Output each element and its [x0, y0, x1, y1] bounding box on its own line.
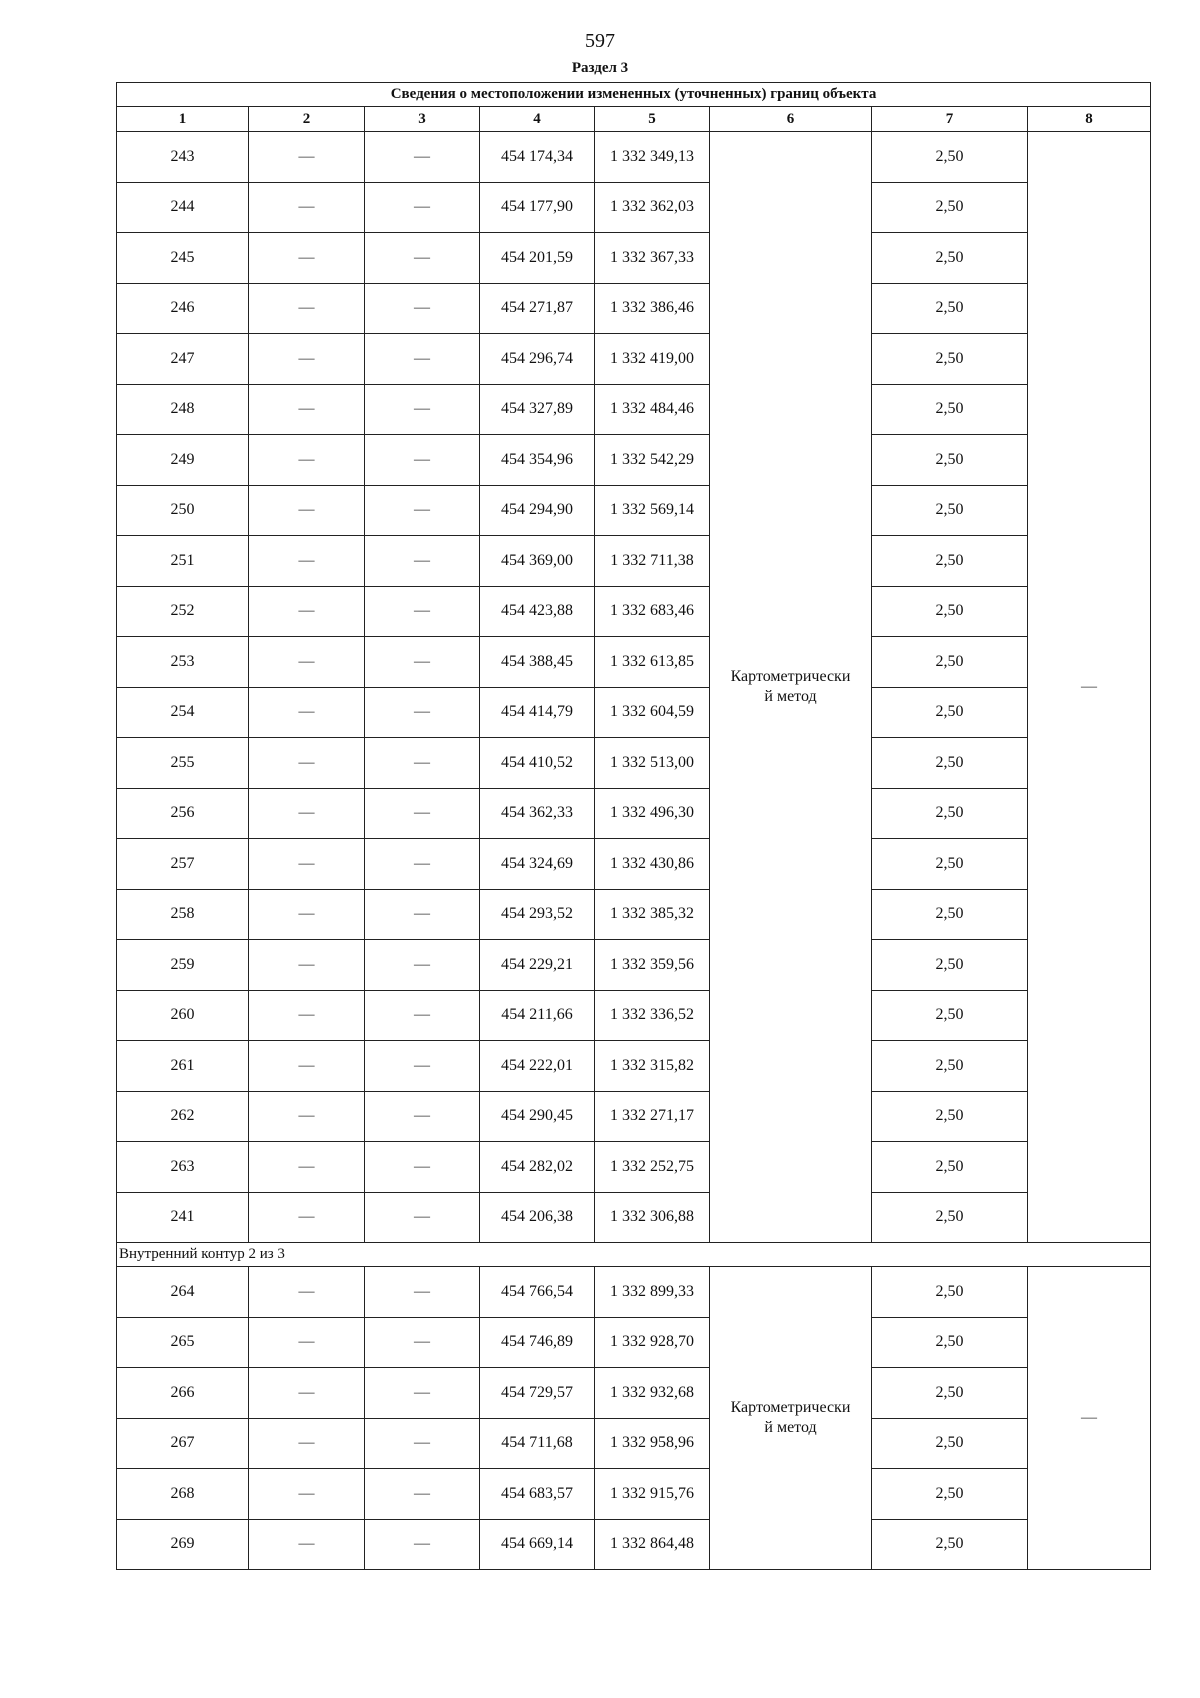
table-row — [117, 1469, 1151, 1520]
col2-dash: — — [249, 536, 365, 587]
table-row — [117, 1418, 1151, 1469]
coord-y: 1 332 367,33 — [595, 233, 710, 284]
method-line2: й метод — [764, 1419, 817, 1436]
accuracy-value: 2,50 — [872, 839, 1028, 890]
col3-dash: — — [365, 334, 480, 385]
table-row — [117, 334, 1151, 385]
accuracy-value: 2,50 — [872, 1519, 1028, 1570]
point-number: 243 — [117, 132, 249, 183]
table-row — [117, 182, 1151, 233]
table-row — [117, 435, 1151, 486]
accuracy-value: 2,50 — [872, 233, 1028, 284]
coordinates-table — [116, 82, 1151, 1570]
table-row — [117, 788, 1151, 839]
point-number: 269 — [117, 1519, 249, 1570]
col2-dash: — — [249, 233, 365, 284]
col2-dash: — — [249, 1041, 365, 1092]
accuracy-value: 2,50 — [872, 1091, 1028, 1142]
method-line2: й метод — [764, 688, 817, 705]
accuracy-value: 2,50 — [872, 1267, 1028, 1318]
table-header-row — [117, 107, 1151, 132]
col2-dash: — — [249, 334, 365, 385]
table-row — [117, 738, 1151, 789]
coord-x: 454 271,87 — [480, 283, 595, 334]
accuracy-value: 2,50 — [872, 1317, 1028, 1368]
col2-dash: — — [249, 738, 365, 789]
col3-dash: — — [365, 485, 480, 536]
point-number: 253 — [117, 637, 249, 688]
table-row — [117, 637, 1151, 688]
coord-y: 1 332 683,46 — [595, 586, 710, 637]
col2-dash: — — [249, 182, 365, 233]
table-row — [117, 1317, 1151, 1368]
col3-dash: — — [365, 788, 480, 839]
coord-x: 454 388,45 — [480, 637, 595, 688]
coord-y: 1 332 315,82 — [595, 1041, 710, 1092]
col2-dash: — — [249, 889, 365, 940]
accuracy-value: 2,50 — [872, 940, 1028, 991]
column-header: 5 — [595, 107, 710, 132]
col3-dash: — — [365, 687, 480, 738]
column-header: 6 — [710, 107, 872, 132]
col3-dash: — — [365, 1267, 480, 1318]
column-header: 2 — [249, 107, 365, 132]
coord-x: 454 211,66 — [480, 990, 595, 1041]
contour-label: Внутренний контур 2 из 3 — [117, 1243, 1151, 1267]
table-row — [117, 687, 1151, 738]
coord-y: 1 332 419,00 — [595, 334, 710, 385]
coord-x: 454 369,00 — [480, 536, 595, 587]
coord-x: 454 174,34 — [480, 132, 595, 183]
point-number: 262 — [117, 1091, 249, 1142]
col3-dash: — — [365, 586, 480, 637]
point-number: 267 — [117, 1418, 249, 1469]
table-row — [117, 940, 1151, 991]
point-number: 264 — [117, 1267, 249, 1318]
table-caption: Сведения о местоположении измененных (уточненных) границ объекта — [117, 83, 1151, 107]
point-number: 247 — [117, 334, 249, 385]
coord-y: 1 332 711,38 — [595, 536, 710, 587]
col2-dash: — — [249, 940, 365, 991]
table-row — [117, 485, 1151, 536]
accuracy-value: 2,50 — [872, 334, 1028, 385]
point-number: 248 — [117, 384, 249, 435]
col3-dash: — — [365, 940, 480, 991]
col3-dash: — — [365, 1368, 480, 1419]
coord-y: 1 332 958,96 — [595, 1418, 710, 1469]
col2-dash: — — [249, 485, 365, 536]
col2-dash: — — [249, 586, 365, 637]
col2-dash: — — [249, 637, 365, 688]
point-number: 246 — [117, 283, 249, 334]
coord-x: 454 746,89 — [480, 1317, 595, 1368]
table-row — [117, 1192, 1151, 1243]
table-row — [117, 283, 1151, 334]
coord-y: 1 332 306,88 — [595, 1192, 710, 1243]
coord-y: 1 332 496,30 — [595, 788, 710, 839]
coord-y: 1 332 932,68 — [595, 1368, 710, 1419]
coord-y: 1 332 613,85 — [595, 637, 710, 688]
col3-dash: — — [365, 1091, 480, 1142]
col3-dash: — — [365, 182, 480, 233]
col2-dash: — — [249, 1317, 365, 1368]
col3-dash: — — [365, 384, 480, 435]
col3-dash: — — [365, 1317, 480, 1368]
coord-x: 454 729,57 — [480, 1368, 595, 1419]
coord-x: 454 229,21 — [480, 940, 595, 991]
col2-dash: — — [249, 1519, 365, 1570]
accuracy-value: 2,50 — [872, 1469, 1028, 1520]
coord-x: 454 222,01 — [480, 1041, 595, 1092]
col3-dash: — — [365, 889, 480, 940]
table-row — [117, 889, 1151, 940]
point-number: 245 — [117, 233, 249, 284]
col2-dash: — — [249, 1267, 365, 1318]
point-number: 257 — [117, 839, 249, 890]
method-cell — [710, 1267, 872, 1570]
coord-x: 454 324,69 — [480, 839, 595, 890]
coord-y: 1 332 430,86 — [595, 839, 710, 890]
contour-label-row — [117, 1243, 1151, 1267]
accuracy-value: 2,50 — [872, 1192, 1028, 1243]
point-number: 268 — [117, 1469, 249, 1520]
page-number: 597 — [585, 30, 615, 52]
col3-dash: — — [365, 233, 480, 284]
coord-y: 1 332 484,46 — [595, 384, 710, 435]
point-number: 249 — [117, 435, 249, 486]
table-row — [117, 1091, 1151, 1142]
col2-dash: — — [249, 1418, 365, 1469]
coord-y: 1 332 362,03 — [595, 182, 710, 233]
accuracy-value: 2,50 — [872, 132, 1028, 183]
col2-dash: — — [249, 839, 365, 890]
accuracy-value: 2,50 — [872, 889, 1028, 940]
coord-y: 1 332 271,17 — [595, 1091, 710, 1142]
col2-dash: — — [249, 384, 365, 435]
column-header: 7 — [872, 107, 1028, 132]
coord-x: 454 327,89 — [480, 384, 595, 435]
coord-y: 1 332 513,00 — [595, 738, 710, 789]
table-caption-row — [117, 83, 1151, 107]
table-row — [117, 839, 1151, 890]
column-header: 1 — [117, 107, 249, 132]
coord-x: 454 296,74 — [480, 334, 595, 385]
col3-dash: — — [365, 738, 480, 789]
coord-y: 1 332 542,29 — [595, 435, 710, 486]
table-row — [117, 586, 1151, 637]
coord-x: 454 201,59 — [480, 233, 595, 284]
col3-dash: — — [365, 132, 480, 183]
coord-y: 1 332 928,70 — [595, 1317, 710, 1368]
point-number: 244 — [117, 182, 249, 233]
col3-dash: — — [365, 637, 480, 688]
accuracy-value: 2,50 — [872, 687, 1028, 738]
point-number: 256 — [117, 788, 249, 839]
coord-y: 1 332 336,52 — [595, 990, 710, 1041]
section-title: Раздел 3 — [571, 60, 629, 76]
coord-x: 454 354,96 — [480, 435, 595, 486]
table-row — [117, 233, 1151, 284]
accuracy-value: 2,50 — [872, 1418, 1028, 1469]
accuracy-value: 2,50 — [872, 485, 1028, 536]
coord-x: 454 294,90 — [480, 485, 595, 536]
accuracy-value: 2,50 — [872, 1142, 1028, 1193]
point-number: 255 — [117, 738, 249, 789]
accuracy-value: 2,50 — [872, 990, 1028, 1041]
col2-dash: — — [249, 1091, 365, 1142]
col2-dash: — — [249, 283, 365, 334]
accuracy-value: 2,50 — [872, 536, 1028, 587]
coord-y: 1 332 252,75 — [595, 1142, 710, 1193]
col3-dash: — — [365, 1041, 480, 1092]
col2-dash: — — [249, 1368, 365, 1419]
coord-x: 454 282,02 — [480, 1142, 595, 1193]
coord-x: 454 423,88 — [480, 586, 595, 637]
point-number: 265 — [117, 1317, 249, 1368]
method-cell — [710, 132, 872, 1243]
column-header: 8 — [1028, 107, 1151, 132]
coord-x: 454 206,38 — [480, 1192, 595, 1243]
coord-y: 1 332 359,56 — [595, 940, 710, 991]
col3-dash: — — [365, 1418, 480, 1469]
accuracy-value: 2,50 — [872, 435, 1028, 486]
accuracy-value: 2,50 — [872, 283, 1028, 334]
table-row — [117, 1519, 1151, 1570]
coord-x: 454 414,79 — [480, 687, 595, 738]
coord-x: 454 410,52 — [480, 738, 595, 789]
coord-y: 1 332 864,48 — [595, 1519, 710, 1570]
accuracy-value: 2,50 — [872, 738, 1028, 789]
coord-x: 454 293,52 — [480, 889, 595, 940]
coord-x: 454 766,54 — [480, 1267, 595, 1318]
accuracy-value: 2,50 — [872, 384, 1028, 435]
coord-y: 1 332 385,32 — [595, 889, 710, 940]
table-row — [117, 1041, 1151, 1092]
coord-y: 1 332 386,46 — [595, 283, 710, 334]
col3-dash: — — [365, 1142, 480, 1193]
coord-x: 454 683,57 — [480, 1469, 595, 1520]
point-number: 252 — [117, 586, 249, 637]
col3-dash: — — [365, 1192, 480, 1243]
coord-y: 1 332 349,13 — [595, 132, 710, 183]
table-row — [117, 1142, 1151, 1193]
table-row — [117, 132, 1151, 183]
point-number: 250 — [117, 485, 249, 536]
coord-y: 1 332 569,14 — [595, 485, 710, 536]
coord-y: 1 332 899,33 — [595, 1267, 710, 1318]
accuracy-value: 2,50 — [872, 1368, 1028, 1419]
col2-dash: — — [249, 687, 365, 738]
point-number: 266 — [117, 1368, 249, 1419]
col3-dash: — — [365, 839, 480, 890]
accuracy-value: 2,50 — [872, 1041, 1028, 1092]
col2-dash: — — [249, 1469, 365, 1520]
point-number: 259 — [117, 940, 249, 991]
accuracy-value: 2,50 — [872, 788, 1028, 839]
col3-dash: — — [365, 1469, 480, 1520]
accuracy-value: 2,50 — [872, 637, 1028, 688]
point-number: 261 — [117, 1041, 249, 1092]
point-number: 263 — [117, 1142, 249, 1193]
col2-dash: — — [249, 435, 365, 486]
col8-dash: — — [1028, 132, 1151, 1243]
point-number: 241 — [117, 1192, 249, 1243]
table-row — [117, 1368, 1151, 1419]
col2-dash: — — [249, 1192, 365, 1243]
coord-x: 454 669,14 — [480, 1519, 595, 1570]
table-row — [117, 990, 1151, 1041]
col3-dash: — — [365, 435, 480, 486]
col3-dash: — — [365, 990, 480, 1041]
table-row — [117, 1267, 1151, 1318]
method-line1: Картометрически — [730, 1399, 851, 1416]
col2-dash: — — [249, 1142, 365, 1193]
point-number: 251 — [117, 536, 249, 587]
table-row — [117, 536, 1151, 587]
method-line1: Картометрически — [730, 668, 851, 685]
point-number: 260 — [117, 990, 249, 1041]
coord-y: 1 332 915,76 — [595, 1469, 710, 1520]
column-header: 3 — [365, 107, 480, 132]
accuracy-value: 2,50 — [872, 586, 1028, 637]
coord-x: 454 177,90 — [480, 182, 595, 233]
column-header: 4 — [480, 107, 595, 132]
point-number: 254 — [117, 687, 249, 738]
col8-dash: — — [1028, 1267, 1151, 1570]
coord-y: 1 332 604,59 — [595, 687, 710, 738]
col2-dash: — — [249, 990, 365, 1041]
col3-dash: — — [365, 536, 480, 587]
accuracy-value: 2,50 — [872, 182, 1028, 233]
point-number: 258 — [117, 889, 249, 940]
col3-dash: — — [365, 283, 480, 334]
col2-dash: — — [249, 132, 365, 183]
coord-x: 454 290,45 — [480, 1091, 595, 1142]
table-row — [117, 384, 1151, 435]
col2-dash: — — [249, 788, 365, 839]
col3-dash: — — [365, 1519, 480, 1570]
coord-x: 454 711,68 — [480, 1418, 595, 1469]
coord-x: 454 362,33 — [480, 788, 595, 839]
